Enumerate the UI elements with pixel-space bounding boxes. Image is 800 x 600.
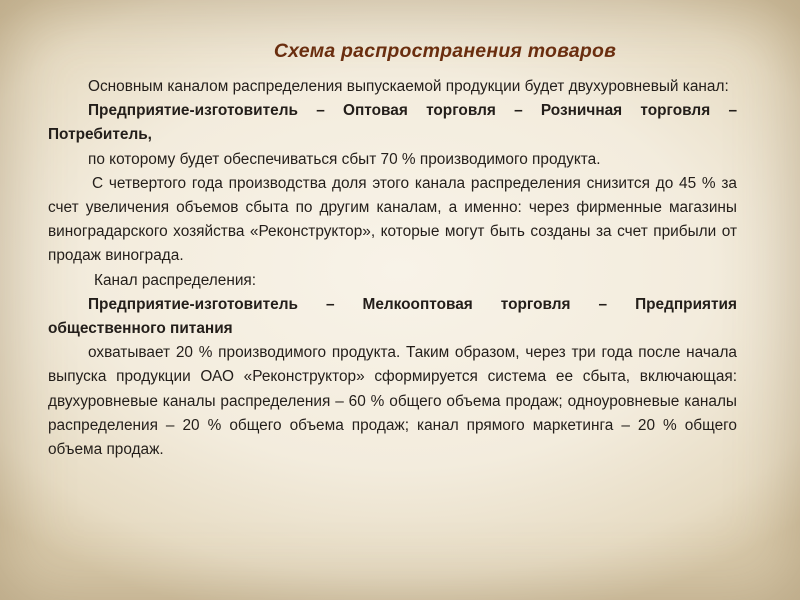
- paragraph-main-channel-intro: Основным каналом распределения выпускаемой продукции будет двухуровневый канал:: [88, 78, 729, 95]
- page-title: Схема распространения товаров: [273, 40, 617, 62]
- paragraph-channel-chain-2: Предприятие-изготовитель – Мелкооптовая торговля – Предприятия общественного питания: [48, 295, 737, 338]
- slide-body: [48, 75, 737, 462]
- paragraph-share-70: по которому будет обеспечиваться сбыт 70 % производимого продукта.: [88, 150, 601, 168]
- paragraph-fourth-year: С четвертого года производства доля этого канала распределения снизится до 45 % за счет увеличения объемов сбыта по другим каналам, а именно: через фирменные магазины виноградарского хозяйства «Реконструктор», которые могут быть созданы за счет прибыли от продаж винограда.: [48, 174, 737, 265]
- paragraph-summary: охватывает 20 % производимого продукта. Таким образом, через три года после начала выпуска продукции ОАО «Реконструктор» сформируется система ее сбыта, включающая: двухуровневые каналы распределения – 60 % общего объема продаж; одноуровневые каналы распределения – 20 % общего объема продаж; канал прямого маркетинга – 20 % общего объема продаж.: [48, 344, 737, 459]
- paragraph-channel-chain-1: Предприятие-изготовитель – Оптовая торговля – Розничная торговля – Потребитель,: [48, 102, 737, 144]
- paragraph-channel-label: Канал распределения:: [94, 271, 257, 289]
